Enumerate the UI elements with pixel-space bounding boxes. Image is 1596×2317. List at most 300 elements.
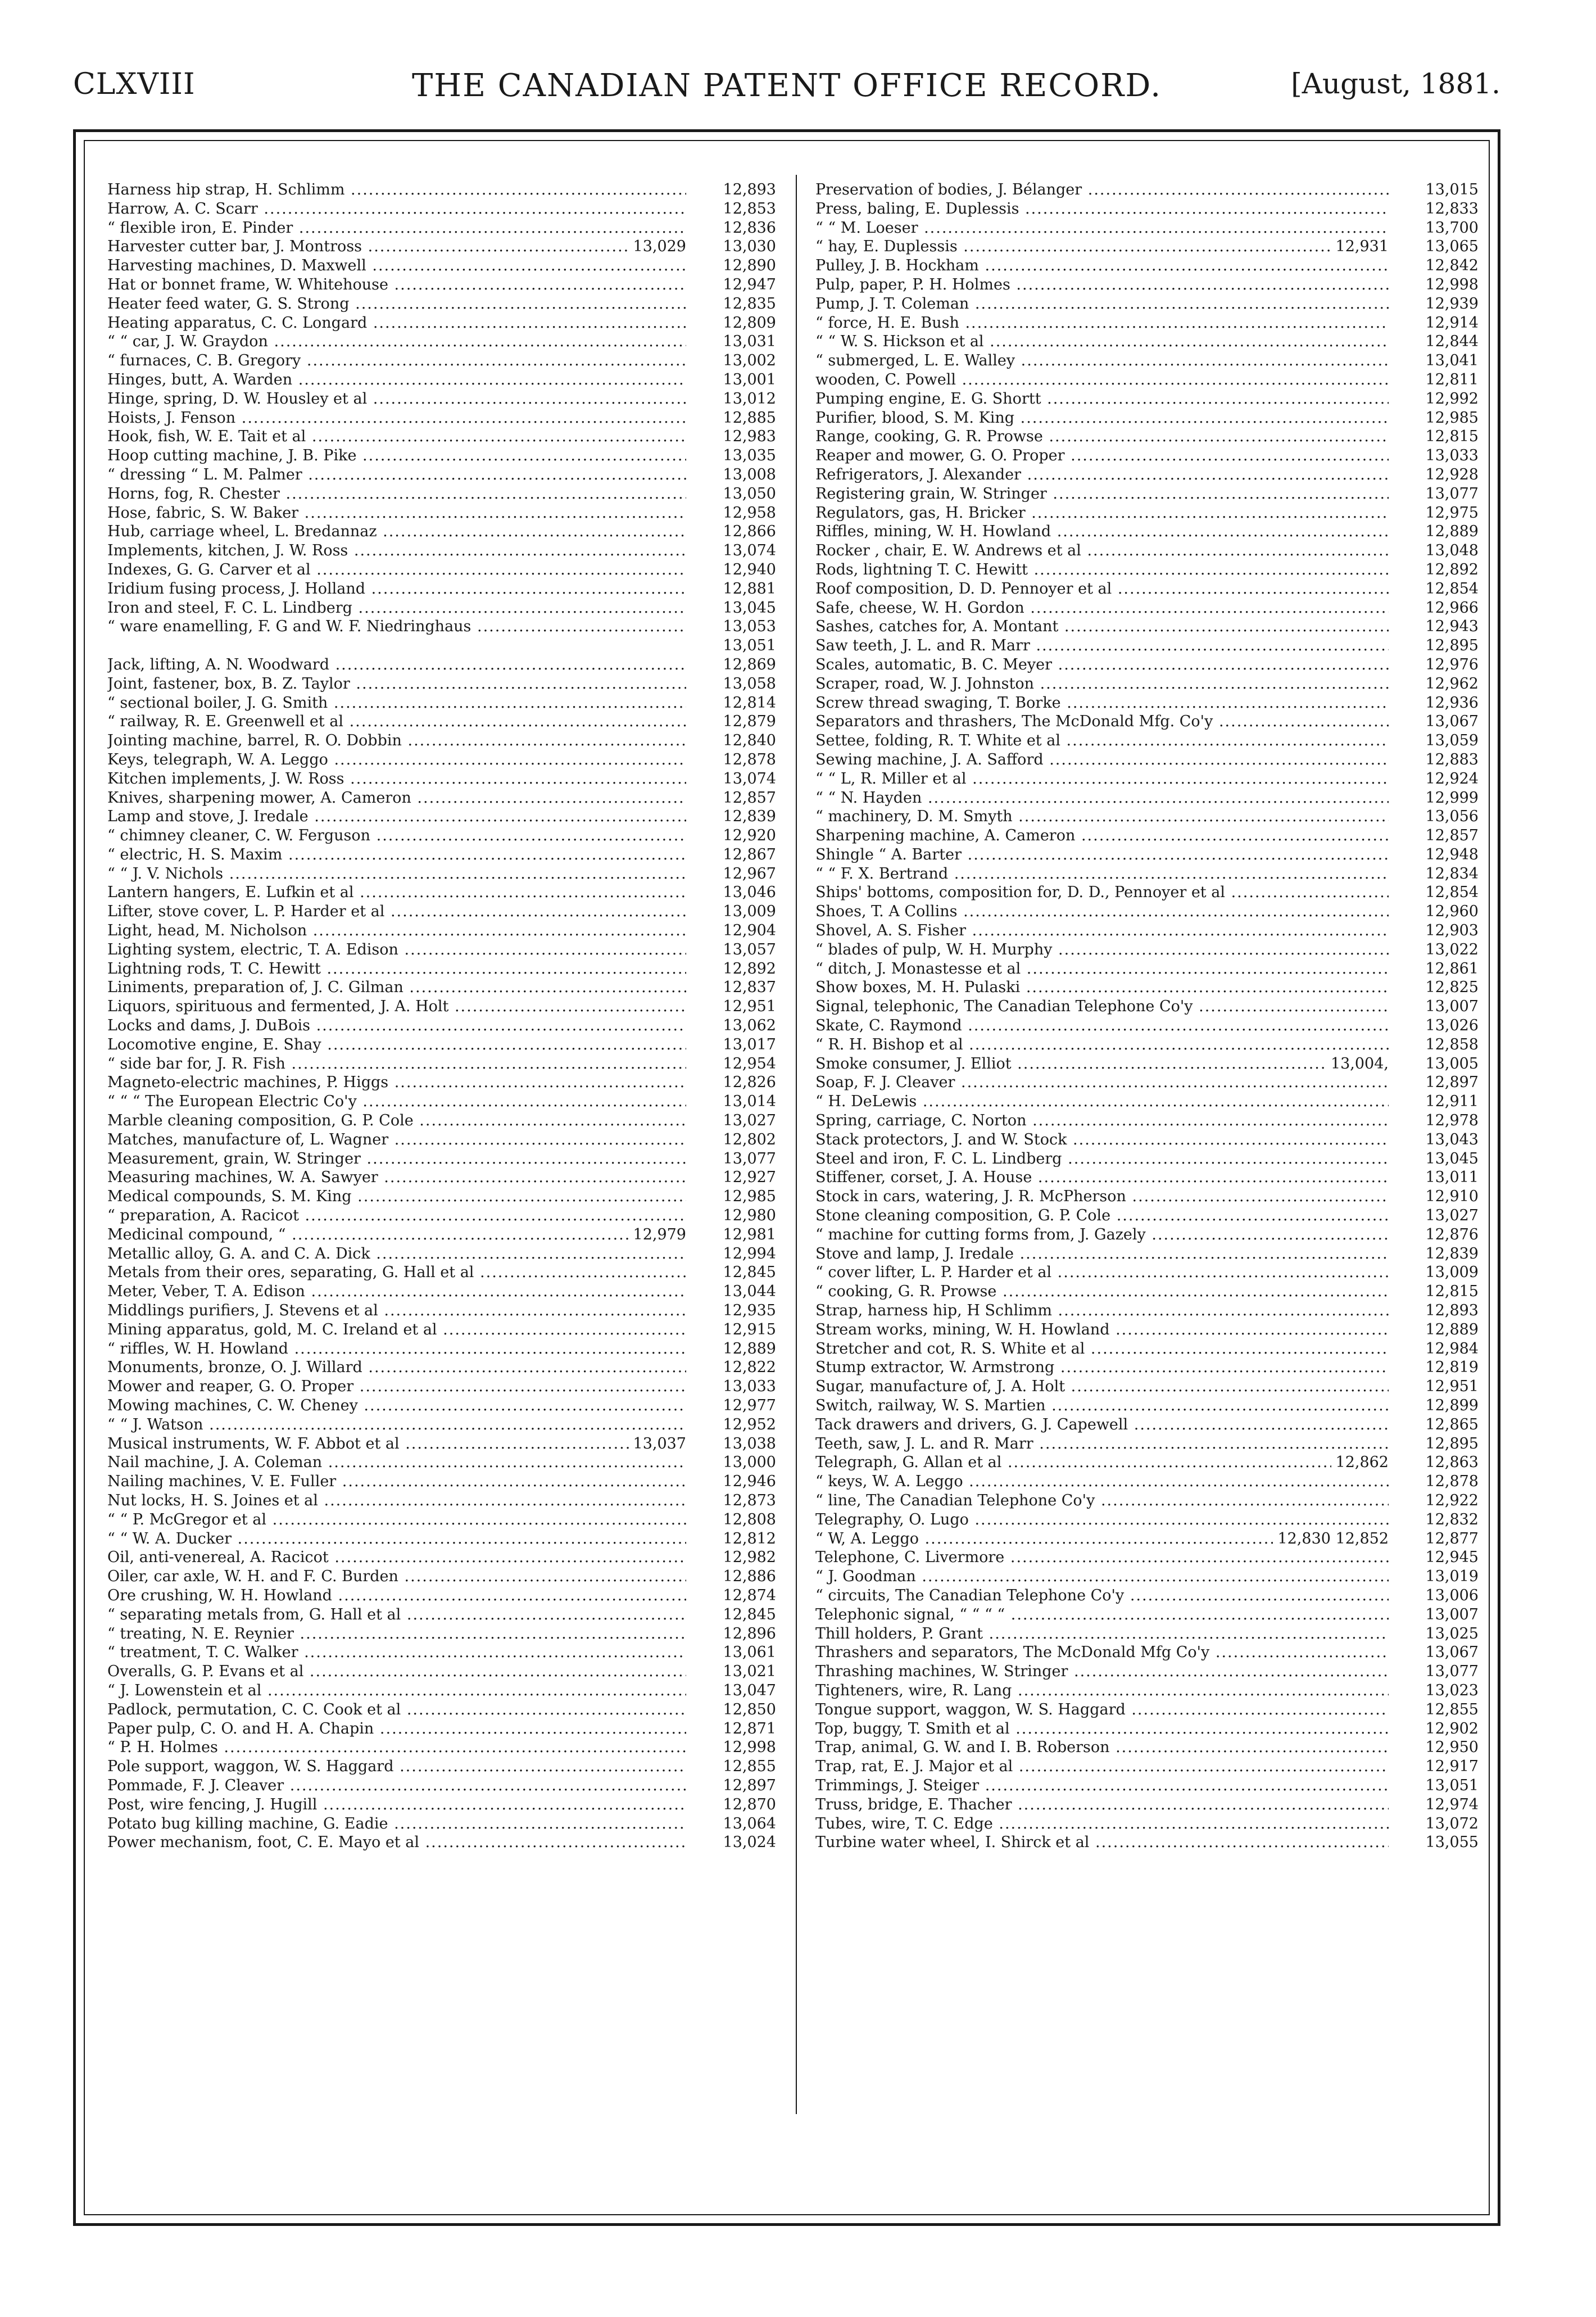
- entry-subject: Padlock, permutation, C. C. Cook et al .....: [107, 1700, 686, 1719]
- entry-patent-number: 12,960: [1391, 902, 1479, 921]
- column-divider: [796, 175, 797, 2114]
- entry-patent-number: 12,983: [688, 427, 776, 446]
- entry-patent-number: 12,814: [688, 694, 776, 713]
- index-entry: [107, 580, 776, 599]
- index-entry: [815, 314, 1479, 333]
- index-entry: [107, 522, 776, 541]
- index-entry: [815, 1757, 1479, 1776]
- index-entry: [107, 256, 776, 275]
- index-entry: [815, 1245, 1479, 1264]
- entry-subject: “ railway, R. E. Greenwell et al .....: [107, 712, 686, 731]
- entry-patent-number: 12,819: [1391, 1358, 1479, 1377]
- entry-patent-number: 13,027: [688, 1111, 776, 1130]
- entry-subject: Roof composition, D. D. Pennoyer et al .....: [815, 580, 1389, 599]
- index-entry: [815, 351, 1479, 370]
- index-entry: [815, 997, 1479, 1016]
- index-entry: [107, 789, 776, 808]
- index-entry: [815, 1396, 1479, 1415]
- entry-subject: “ “ J. V. Nichols .....: [107, 865, 686, 884]
- entry-patent-number: 12,893: [688, 180, 776, 200]
- entry-subject: Paper pulp, C. O. and H. A. Chapin .....: [107, 1719, 686, 1739]
- entry-patent-number: 13,019: [1391, 1567, 1479, 1586]
- index-entry: [815, 1453, 1479, 1472]
- index-entry: [107, 1377, 776, 1396]
- entry-subject: Show boxes, M. H. Pulaski .....: [815, 978, 1389, 997]
- entry-patent-number: 13,000: [688, 1453, 776, 1472]
- index-entry: [107, 1605, 776, 1624]
- index-entry: [107, 1643, 776, 1662]
- entry-subject: Jointing machine, barrel, R. O. Dobbin .....: [107, 731, 686, 750]
- entry-patent-number: 13,035: [688, 446, 776, 465]
- entry-patent-number: 13,015: [1391, 180, 1479, 200]
- entry-subject: Hinge, spring, D. W. Housley et al .....: [107, 390, 686, 409]
- index-entry: [815, 541, 1479, 560]
- entry-subject: Switch, railway, W. S. Martien .....: [815, 1396, 1389, 1415]
- entry-patent-number: 12,958: [688, 504, 776, 523]
- entry-patent-number: 12,845: [688, 1263, 776, 1282]
- index-entry: [107, 921, 776, 940]
- entry-patent-number: 12,844: [1391, 332, 1479, 351]
- entry-patent-number: 13,041: [1391, 351, 1479, 370]
- entry-subject: Pommade, F. J. Cleaver .....: [107, 1776, 686, 1795]
- index-entry: [107, 655, 776, 675]
- entry-subject: Oiler, car axle, W. H. and F. C. Burden .....: [107, 1567, 686, 1586]
- entry-subject: Measuring machines, W. A. Sawyer .....: [107, 1168, 686, 1187]
- entry-subject: “ side bar for, J. R. Fish .....: [107, 1055, 686, 1074]
- entry-subject: Pumping engine, E. G. Shortt .....: [815, 390, 1389, 409]
- entry-patent-number: 13,077: [688, 1150, 776, 1169]
- entry-patent-number: 12,922: [1391, 1491, 1479, 1510]
- entry-extra-number: 12,931: [1331, 237, 1389, 256]
- index-entry: [815, 807, 1479, 826]
- entry-patent-number: 12,877: [1391, 1529, 1479, 1549]
- entry-patent-number: 12,940: [688, 560, 776, 580]
- entry-patent-number: 12,871: [688, 1719, 776, 1739]
- entry-patent-number: 12,866: [688, 522, 776, 541]
- entry-patent-number: 12,974: [1391, 1795, 1479, 1814]
- entry-patent-number: 13,062: [688, 1016, 776, 1035]
- index-entry: [107, 504, 776, 523]
- entry-patent-number: 12,984: [1391, 1339, 1479, 1359]
- entry-patent-number: 13,047: [688, 1681, 776, 1700]
- entry-subject: Steel and iron, F. C. L. Lindberg .....: [815, 1150, 1389, 1169]
- entry-subject: Implements, kitchen, J. W. Ross .....: [107, 541, 686, 560]
- index-entry: [107, 1795, 776, 1814]
- entry-subject: “ treating, N. E. Reynier .....: [107, 1624, 686, 1644]
- entry-subject: Teeth, saw, J. L. and R. Marr .....: [815, 1434, 1389, 1454]
- entry-patent-number: 12,985: [688, 1187, 776, 1206]
- entry-patent-number: 12,809: [688, 314, 776, 333]
- entry-patent-number: 12,951: [688, 997, 776, 1016]
- index-entry: [815, 580, 1479, 599]
- entry-patent-number: 12,982: [688, 1548, 776, 1567]
- entry-subject: Stock in cars, watering, J. R. McPherson .....: [815, 1187, 1389, 1206]
- index-entry: [815, 390, 1479, 409]
- entry-subject: “ “ W. S. Hickson et al .....: [815, 332, 1389, 351]
- index-entry: [815, 1548, 1479, 1567]
- index-entry: [107, 1833, 776, 1852]
- entry-subject: “ J. Goodman .....: [815, 1567, 1389, 1586]
- entry-patent-number: 12,939: [1391, 295, 1479, 314]
- entry-subject: “ “ W. A. Ducker .....: [107, 1529, 686, 1549]
- entry-subject: Rods, lightning T. C. Hewitt .....: [815, 560, 1389, 580]
- entry-patent-number: 12,826: [688, 1073, 776, 1092]
- entry-subject: Shingle “ A. Barter .....: [815, 845, 1389, 865]
- index-entry: [107, 332, 776, 351]
- entry-subject: Screw thread swaging, T. Borke .....: [815, 694, 1389, 713]
- entry-subject: Nut locks, H. S. Joines et al .....: [107, 1491, 686, 1510]
- index-entry: [107, 712, 776, 731]
- index-entry: [107, 865, 776, 884]
- index-entry: [815, 1814, 1479, 1834]
- index-entry: [815, 1111, 1479, 1130]
- index-entry: [107, 1301, 776, 1320]
- index-entry: [107, 978, 776, 997]
- index-entry: [815, 485, 1479, 504]
- index-entry: [107, 845, 776, 865]
- index-entry: [107, 1415, 776, 1434]
- index-entry: [815, 1833, 1479, 1852]
- index-entry: [815, 1795, 1479, 1814]
- index-entry: [107, 902, 776, 921]
- entry-subject: “ sectional boiler, J. G. Smith .....: [107, 694, 686, 713]
- entry-subject: Reaper and mower, G. O. Proper .....: [815, 446, 1389, 465]
- index-entry: [107, 1130, 776, 1150]
- index-entry: [815, 770, 1479, 789]
- entry-patent-number: 12,857: [688, 789, 776, 808]
- entry-patent-number: 12,874: [688, 1586, 776, 1605]
- entry-patent-number: 13,024: [688, 1833, 776, 1852]
- entry-subject: Strap, harness hip, H Schlimm .....: [815, 1301, 1389, 1320]
- index-entry: [107, 1358, 776, 1377]
- entry-patent-number: 12,834: [1391, 865, 1479, 884]
- index-entry: [107, 883, 776, 902]
- index-entry: [815, 1681, 1479, 1700]
- index-entry: [815, 1605, 1479, 1624]
- index-entry: [815, 1472, 1479, 1491]
- entry-subject: “ electric, H. S. Maxim .....: [107, 845, 686, 865]
- entry-subject: Separators and thrashers, The McDonald Mfg. Co'y .....: [815, 712, 1389, 731]
- index-entry: [815, 1776, 1479, 1795]
- index-entry: [815, 978, 1479, 997]
- index-entry: [107, 1662, 776, 1681]
- entry-subject: Sewing machine, J. A. Safford .....: [815, 750, 1389, 770]
- index-entry: [107, 200, 776, 219]
- entry-subject: “ ware enamelling, F. G and W. F. Niedringhaus .....: [107, 617, 686, 636]
- index-entry: [107, 237, 776, 256]
- index-entry: [107, 807, 776, 826]
- entry-subject: Trap, animal, G. W. and I. B. Roberson .....: [815, 1738, 1389, 1757]
- entry-subject: Lifter, stove cover, L. P. Harder et al .....: [107, 902, 686, 921]
- index-entry: [107, 1016, 776, 1035]
- entry-subject: “ “ P. McGregor et al .....: [107, 1510, 686, 1529]
- entry-patent-number: 13,006: [1391, 1586, 1479, 1605]
- index-entry: [815, 427, 1479, 446]
- entry-subject: Stream works, mining, W. H. Howland .....: [815, 1320, 1389, 1339]
- entry-subject: Pole support, waggon, W. S. Haggard .....: [107, 1757, 686, 1776]
- entry-subject: Harvester cutter bar, J. Montross .....: [107, 237, 686, 256]
- entry-subject: Medicinal compound, “ .....: [107, 1225, 686, 1245]
- entry-subject: Truss, bridge, E. Thacher .....: [815, 1795, 1389, 1814]
- index-entry: [107, 485, 776, 504]
- index-entry: [815, 1092, 1479, 1111]
- entry-patent-number: 13,077: [1391, 485, 1479, 504]
- entry-subject: Tubes, wire, T. C. Edge .....: [815, 1814, 1389, 1834]
- entry-patent-number: 12,822: [688, 1358, 776, 1377]
- entry-subject: Horns, fog, R. Chester .....: [107, 485, 686, 504]
- entry-patent-number: 12,825: [1391, 978, 1479, 997]
- index-entry: [107, 1681, 776, 1700]
- entry-patent-number: 13,038: [688, 1434, 776, 1454]
- index-entry: [107, 1624, 776, 1644]
- index-frame-inner: [84, 140, 1490, 2215]
- index-entry: [107, 295, 776, 314]
- entry-subject: Thill holders, P. Grant .....: [815, 1624, 1389, 1644]
- entry-patent-number: 12,858: [1391, 1035, 1479, 1055]
- index-entry: [107, 1396, 776, 1415]
- index-entry: [815, 1320, 1479, 1339]
- entry-subject: “ separating metals from, G. Hall et al .....: [107, 1605, 686, 1624]
- entry-patent-number: 13,046: [688, 883, 776, 902]
- index-entry: [815, 522, 1479, 541]
- index-entry: [815, 865, 1479, 884]
- index-entry: [815, 332, 1479, 351]
- entry-subject: Sharpening machine, A. Cameron .....: [815, 826, 1389, 845]
- index-entry: [815, 1206, 1479, 1225]
- index-entry: [107, 1776, 776, 1795]
- page-title: THE CANADIAN PATENT OFFICE RECORD.: [411, 67, 1162, 104]
- index-entry: [815, 1358, 1479, 1377]
- entry-patent-number: 13,027: [1391, 1206, 1479, 1225]
- index-entry: [815, 504, 1479, 523]
- entry-patent-number: 13,044: [688, 1282, 776, 1301]
- index-entry: [815, 883, 1479, 902]
- index-entry: [107, 351, 776, 370]
- entry-patent-number: 12,873: [688, 1491, 776, 1510]
- index-column-left: [107, 180, 776, 1852]
- entry-subject: Heating apparatus, C. C. Longard .....: [107, 314, 686, 333]
- entry-patent-number: 13,045: [688, 599, 776, 618]
- entry-patent-number: 12,885: [688, 409, 776, 428]
- entry-subject: Safe, cheese, W. H. Gordon .....: [815, 599, 1389, 618]
- entry-patent-number: 12,815: [1391, 427, 1479, 446]
- index-entry: [815, 1643, 1479, 1662]
- entry-subject: Ore crushing, W. H. Howland .....: [107, 1586, 686, 1605]
- entry-patent-number: 12,839: [688, 807, 776, 826]
- entry-patent-number: 12,867: [688, 845, 776, 865]
- entry-patent-number: 13,005: [1391, 1055, 1479, 1074]
- index-entry: [815, 902, 1479, 921]
- entry-patent-number: 12,924: [1391, 770, 1479, 789]
- entry-subject: Hoop cutting machine, J. B. Pike .....: [107, 446, 686, 465]
- index-entry: [107, 465, 776, 485]
- index-entry: [815, 560, 1479, 580]
- entry-subject: “ keys, W. A. Leggo .....: [815, 1472, 1389, 1491]
- entry-patent-number: 12,855: [688, 1757, 776, 1776]
- entry-subject: Purifier, blood, S. M. King .....: [815, 409, 1389, 428]
- index-entry: [107, 1282, 776, 1301]
- entry-patent-number: 13,059: [1391, 731, 1479, 750]
- entry-patent-number: 12,876: [1391, 1225, 1479, 1245]
- entry-patent-number: 12,889: [1391, 522, 1479, 541]
- entry-subject: “ furnaces, C. B. Gregory .....: [107, 351, 686, 370]
- index-entry: [815, 1662, 1479, 1681]
- index-entry: [815, 789, 1479, 808]
- index-entry: [815, 731, 1479, 750]
- entry-subject: Heater feed water, G. S. Strong .....: [107, 295, 686, 314]
- entry-subject: Shoes, T. A Collins .....: [815, 902, 1389, 921]
- index-entry: [815, 921, 1479, 940]
- index-entry: [815, 295, 1479, 314]
- index-entry: [107, 427, 776, 446]
- entry-patent-number: 13,048: [1391, 541, 1479, 560]
- entry-subject: Kitchen implements, J. W. Ross .....: [107, 770, 686, 789]
- entry-patent-number: 13,051: [688, 636, 776, 655]
- entry-subject: Meter, Veber, T. A. Edison .....: [107, 1282, 686, 1301]
- entry-subject: Smoke consumer, J. Elliot .....: [815, 1055, 1389, 1074]
- entry-subject: Thrashing machines, W. Stringer .....: [815, 1662, 1389, 1681]
- entry-subject: Lightning rods, T. C. Hewitt .....: [107, 960, 686, 979]
- entry-patent-number: 12,815: [1391, 1282, 1479, 1301]
- entry-subject: Sashes, catches for, A. Montant .....: [815, 617, 1389, 636]
- index-entry: [107, 1092, 776, 1111]
- index-entry: [107, 560, 776, 580]
- entry-subject: Soap, F. J. Cleaver .....: [815, 1073, 1389, 1092]
- entry-subject: “ cover lifter, L. P. Harder et al .....: [815, 1263, 1389, 1282]
- entry-subject: Iron and steel, F. C. L. Lindberg .....: [107, 599, 686, 618]
- entry-subject: Measurement, grain, W. Stringer .....: [107, 1150, 686, 1169]
- entry-patent-number: 12,889: [1391, 1320, 1479, 1339]
- entry-subject: Joint, fastener, box, B. Z. Taylor .....: [107, 675, 686, 694]
- entry-subject: Harness hip strap, H. Schlimm .....: [107, 180, 686, 200]
- index-entry: [107, 826, 776, 845]
- entry-subject: Stone cleaning composition, G. P. Cole .....: [815, 1206, 1389, 1225]
- entry-subject: Liquors, spirituous and fermented, J. A. Holt .....: [107, 997, 686, 1016]
- index-entry: [107, 694, 776, 713]
- entry-patent-number: 12,802: [688, 1130, 776, 1150]
- entry-patent-number: 13,017: [688, 1035, 776, 1055]
- entry-subject: Magneto-electric machines, P. Higgs .....: [107, 1073, 686, 1092]
- index-entry: [107, 1586, 776, 1605]
- index-entry: [107, 1719, 776, 1739]
- index-entry: [815, 712, 1479, 731]
- index-entry: [815, 200, 1479, 219]
- entry-subject: Hoists, J. Fenson .....: [107, 409, 686, 428]
- entry-patent-number: 12,915: [688, 1320, 776, 1339]
- entry-extra-number: 12,862: [1331, 1453, 1389, 1472]
- index-entry: [815, 1168, 1479, 1187]
- index-entry: [107, 1700, 776, 1719]
- entry-patent-number: 12,976: [1391, 655, 1479, 675]
- entry-subject: Lantern hangers, E. Lufkin et al .....: [107, 883, 686, 902]
- entry-patent-number: 13,002: [688, 351, 776, 370]
- index-entry: [107, 314, 776, 333]
- index-entry: [107, 599, 776, 618]
- index-entry: [815, 465, 1479, 485]
- entry-patent-number: 13,001: [688, 370, 776, 390]
- index-entry: [815, 1035, 1479, 1055]
- entry-extra-number: 12,830 12,852: [1273, 1529, 1389, 1549]
- entry-extra-number: 12,979: [629, 1225, 686, 1245]
- entry-subject: “ chimney cleaner, C. W. Ferguson .....: [107, 826, 686, 845]
- entry-patent-number: 13,023: [1391, 1681, 1479, 1700]
- index-entry: [815, 219, 1479, 238]
- entry-subject: Monuments, bronze, O. J. Willard .....: [107, 1358, 686, 1377]
- entry-subject: Top, buggy, T. Smith et al .....: [815, 1719, 1389, 1739]
- entry-subject: “ W, A. Leggo .....: [815, 1529, 1389, 1549]
- entry-patent-number: 13,011: [1391, 1168, 1479, 1187]
- index-entry: [815, 1377, 1479, 1396]
- entry-subject: Post, wire fencing, J. Hugill .....: [107, 1795, 686, 1814]
- entry-patent-number: 12,902: [1391, 1719, 1479, 1739]
- entry-patent-number: 12,840: [688, 731, 776, 750]
- entry-subject: Spring, carriage, C. Norton .....: [815, 1111, 1389, 1130]
- entry-subject: Rocker , chair, E. W. Andrews et al .....: [815, 541, 1389, 560]
- index-entry: [107, 1055, 776, 1074]
- entry-subject: Matches, manufacture of, L. Wagner .....: [107, 1130, 686, 1150]
- entry-patent-number: 12,943: [1391, 617, 1479, 636]
- entry-patent-number: 13,056: [1391, 807, 1479, 826]
- entry-subject: Hinges, butt, A. Warden .....: [107, 370, 686, 390]
- entry-extra-number: 13,004,: [1326, 1055, 1389, 1074]
- index-entry: [815, 1263, 1479, 1282]
- entry-patent-number: 13,058: [688, 675, 776, 694]
- entry-subject: “ line, The Canadian Telephone Co'y .....: [815, 1491, 1389, 1510]
- index-entry: [815, 275, 1479, 295]
- index-entry: [815, 1624, 1479, 1644]
- entry-patent-number: 12,977: [688, 1396, 776, 1415]
- entry-patent-number: 12,836: [688, 219, 776, 238]
- entry-patent-number: 12,854: [1391, 883, 1479, 902]
- entry-subject: “ blades of pulp, W. H. Murphy .....: [815, 940, 1389, 960]
- entry-subject: Middlings purifiers, J. Stevens et al .....: [107, 1301, 686, 1320]
- index-entry: [815, 826, 1479, 845]
- entry-patent-number: 13,009: [688, 902, 776, 921]
- entry-patent-number: 13,065: [1391, 237, 1479, 256]
- index-entry: [815, 1073, 1479, 1092]
- entry-patent-number: 12,928: [1391, 465, 1479, 485]
- entry-subject: “ hay, E. Duplessis .....: [815, 237, 1389, 256]
- index-entry: [107, 1567, 776, 1586]
- entry-subject: “ cooking, G. R. Prowse .....: [815, 1282, 1389, 1301]
- entry-subject: Lamp and stove, J. Iredale .....: [107, 807, 686, 826]
- entry-subject: Stove and lamp, J. Iredale .....: [815, 1245, 1389, 1264]
- index-entry: [107, 636, 776, 655]
- index-entry: [107, 770, 776, 789]
- entry-subject: “ machine for cutting forms from, J. Gazely .....: [815, 1225, 1389, 1245]
- entry-patent-number: 12,967: [688, 865, 776, 884]
- entry-patent-number: 12,832: [1391, 1510, 1479, 1529]
- entry-patent-number: 12,879: [688, 712, 776, 731]
- index-entry: [815, 446, 1479, 465]
- entry-patent-number: 13,012: [688, 390, 776, 409]
- entry-patent-number: 12,935: [688, 1301, 776, 1320]
- entry-subject: Stiffener, corset, J. A. House .....: [815, 1168, 1389, 1187]
- index-entry: [815, 1055, 1479, 1074]
- entry-patent-number: 12,883: [1391, 750, 1479, 770]
- entry-subject: Overalls, G. P. Evans et al .....: [107, 1662, 686, 1681]
- entry-patent-number: 13,067: [1391, 712, 1479, 731]
- entry-patent-number: 12,870: [688, 1795, 776, 1814]
- index-entry: [107, 1168, 776, 1187]
- entry-subject: Telegraph, G. Allan et al .....: [815, 1453, 1389, 1472]
- entry-patent-number: 12,812: [688, 1529, 776, 1549]
- entry-patent-number: 12,897: [1391, 1073, 1479, 1092]
- entry-subject: Telephonic signal, “ “ “ “ .....: [815, 1605, 1389, 1624]
- entry-patent-number: 13,050: [688, 485, 776, 504]
- index-entry: [107, 1245, 776, 1264]
- entry-subject: “ “ J. Watson .....: [107, 1415, 686, 1434]
